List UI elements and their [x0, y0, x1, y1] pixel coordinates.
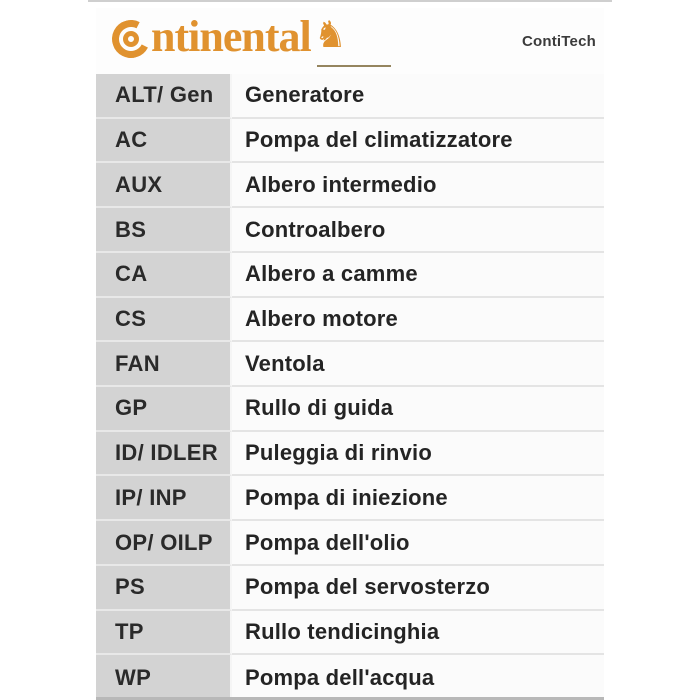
table-row — [96, 566, 604, 611]
abbreviation-code: ALT/ Gen — [96, 74, 232, 119]
contitech-wordmark: ContiTech — [521, 33, 596, 50]
table-row — [96, 432, 604, 477]
table-row — [96, 655, 604, 700]
abbreviation-code: GP — [96, 387, 232, 432]
abbreviation-description: Albero motore — [232, 298, 604, 343]
abbreviation-code: IP/ INP — [96, 476, 232, 521]
table-row — [96, 476, 604, 521]
abbreviation-description: Rullo di guida — [232, 387, 604, 432]
continental-wordmark: ntinental — [151, 12, 311, 61]
table-row — [96, 253, 604, 298]
abbreviation-description: Albero intermedio — [232, 163, 604, 208]
abbreviation-code: BS — [96, 208, 232, 253]
continental-c-o-mark — [112, 20, 150, 58]
abbreviation-description: Pompa del climatizzatore — [232, 119, 604, 164]
abbreviation-code: CS — [96, 298, 232, 343]
table-row — [96, 387, 604, 432]
logo-underline — [317, 65, 391, 67]
abbreviation-code: ID/ IDLER — [96, 432, 232, 477]
abbreviation-code: PS — [96, 566, 232, 611]
top-edge-line — [88, 0, 612, 2]
abbreviation-description: Pompa dell'acqua — [232, 655, 604, 700]
abbreviation-code: OP/ OILP — [96, 521, 232, 566]
abbreviation-description: Ventola — [232, 342, 604, 387]
table-row — [96, 298, 604, 343]
legend-card — [96, 8, 604, 700]
abbreviation-description: Rullo tendicinghia — [232, 611, 604, 656]
abbreviation-description: Albero a camme — [232, 253, 604, 298]
continental-logo — [112, 12, 347, 62]
abbreviation-description: Generatore — [232, 74, 604, 119]
table-row — [96, 342, 604, 387]
abbreviation-code: FAN — [96, 342, 232, 387]
logo-o-ring — [123, 31, 139, 47]
abbreviation-code: TP — [96, 611, 232, 656]
table-row — [96, 163, 604, 208]
abbreviation-code: AUX — [96, 163, 232, 208]
abbreviation-legend-table — [96, 74, 604, 700]
table-row — [96, 611, 604, 656]
abbreviation-description: Pompa di iniezione — [232, 476, 604, 521]
abbreviation-description: Puleggia di rinvio — [232, 432, 604, 477]
horse-icon: ♞ — [313, 12, 347, 56]
table-row — [96, 119, 604, 164]
abbreviation-description: Pompa dell'olio — [232, 521, 604, 566]
abbreviation-code: CA — [96, 253, 232, 298]
table-row — [96, 521, 604, 566]
abbreviation-description: Pompa del servosterzo — [232, 566, 604, 611]
abbreviation-code: WP — [96, 655, 232, 700]
table-row — [96, 74, 604, 119]
header — [96, 8, 604, 74]
abbreviation-description: Controalbero — [232, 208, 604, 253]
table-row — [96, 208, 604, 253]
abbreviation-code: AC — [96, 119, 232, 164]
